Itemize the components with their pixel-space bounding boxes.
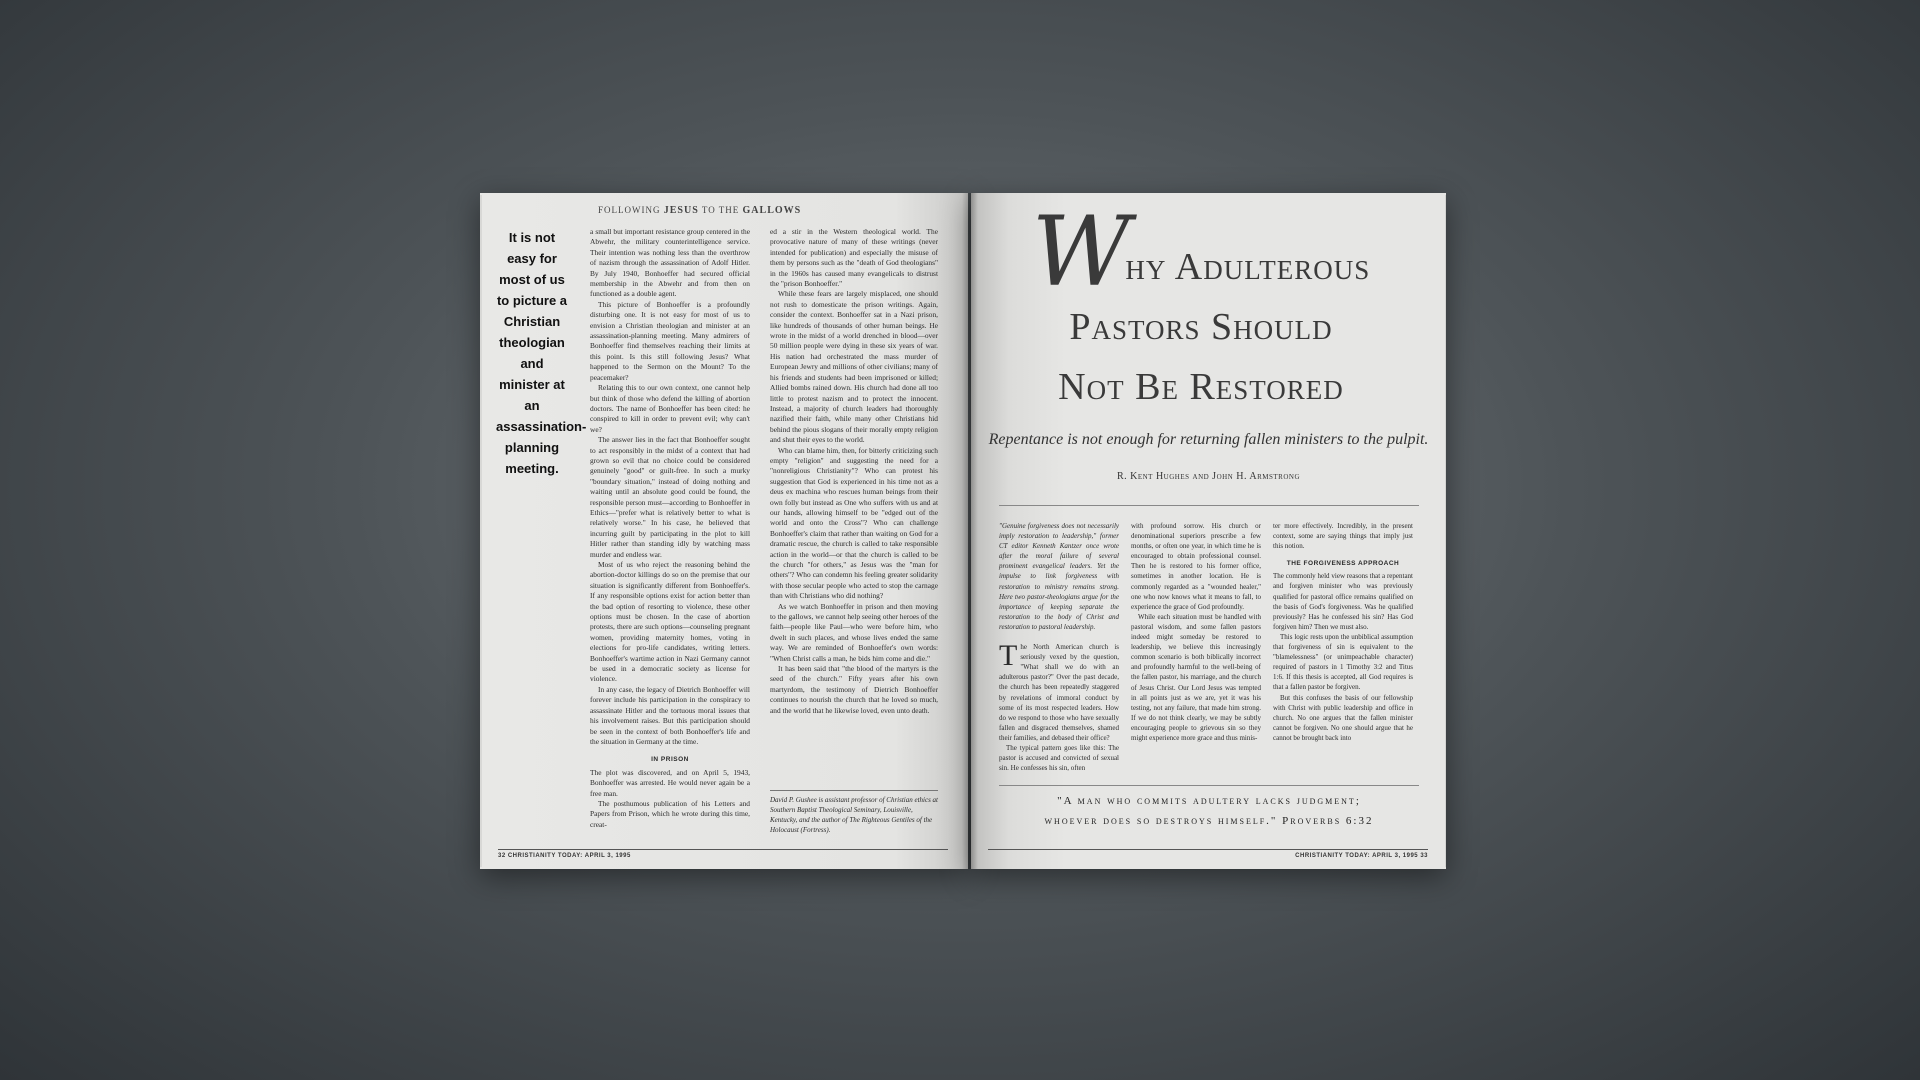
article-title bbox=[981, 196, 1421, 417]
running-head-gallows: GALLOWS bbox=[742, 205, 802, 216]
paragraph: While each situation must be handled with pastoral wisdom, and some fallen pastors indeed might someday be restored to leadership, we believe this increasingly common scenario is both biblically incorrect and profoundly harmful to the well-being of the fallen pastor, his marriage, and the church of Jesus Christ. Our Lord Jesus was tempted in all points just as we are, yet it was his testing, not any failure, that made him strong. If we do not think clearly, we may be subtly encouraging people to grievous sin so they might experience more grace and thus minis- bbox=[1131, 612, 1261, 742]
title-line-1-text: hy Adulterous bbox=[1125, 246, 1371, 288]
paragraph: with profound sorrow. His church or denominational superiors prescribe a few months, or often one year, in which time he is encouraged to obtain professional counsel. Then he is restored to his former office, sometimes in another location. He is commonly regarded as a "wounded healer," one who now knows what it means to fall, to experience the grace of God profoundly. bbox=[1131, 522, 1261, 611]
divider-rule bbox=[999, 505, 1419, 506]
paragraph: It has been said that "the blood of the martyrs is the seed of the church." Fifty years after his own martyrdom, the testimony of Dietrich Bonhoeffer continues to nourish the church that he loved so much, and the world that he likewise loved, even unto death. bbox=[770, 664, 938, 715]
paragraph: While these fears are largely misplaced, one should not rush to domesticate the prison writings. Again, consider the context. Bonhoeffer sat in a Nazi prison, like hundreds of thousands of other human beings. He wrote in the midst of a world drenched in blood—over 50 million people were dying in these six years of war. His nation had orchestrated the mass murder of European Jewry and millions of other civilians; many of his friends and students had been imprisoned or killed; Allied bombs rained down. His church had done all too little to protest nazism and to protect the innocent. Instead, a majority of church leaders had thoroughly nazified their faith, while many other Christians hid behind the pious slogans of their morally empty religion and shut their eyes to the world. bbox=[770, 289, 938, 445]
pull-quote: It is not easy for most of us to picture a Christian theologian and minister at an assassination-planning meeting. bbox=[496, 230, 587, 476]
paragraph: Relating this to our own context, one cannot help but think of those who defend the killing of abortion doctors. The name of Bonhoeffer has been cited: he conspired to kill in order to prevent evil; why can't we? bbox=[590, 383, 750, 434]
running-head-following: FOLLOWING bbox=[598, 205, 661, 215]
right-folio: CHRISTIANITY TODAY: APRIL 3, 1995 33 bbox=[988, 849, 1428, 859]
divider-rule bbox=[999, 785, 1419, 786]
left-column-1 bbox=[590, 227, 750, 830]
paragraph: In any case, the legacy of Dietrich Bonhoeffer will forever include his participation in the conspiracy to assassinate Hitler and the tortuous moral issues that his involvement raises. But this participation should be seen in the context of both Bonhoeffer's life and the situation in Germany at the time. bbox=[590, 684, 750, 746]
title-line-2: Pastors Should bbox=[1069, 306, 1333, 348]
right-column-3 bbox=[1273, 521, 1413, 743]
editorial-lead: "Genuine forgiveness does not necessarily imply restoration to leadership," former CT editor Kenneth Kantzer once wrote after the moral failure of several prominent evangelical leaders. Yet the impulse to link forgiveness with restoration to ministry remains strong. Here two pastor-theologians argue for the importance of keeping separate the restoration to the body of Christ and restoration to pastoral leadership. bbox=[999, 522, 1119, 631]
magazine-spread bbox=[480, 193, 1446, 869]
running-head bbox=[598, 205, 801, 216]
scripture-line-2: whoever does so destroys himself." Proverbs 6:32 bbox=[1044, 815, 1374, 827]
article-deck: Repentance is not enough for returning fallen ministers to the pulpit. bbox=[988, 431, 1429, 448]
paragraph: This logic rests upon the unbiblical assumption that forgiveness of sin is equivalent to the "blamelessness" (or unimpeachable character) required of pastors in 1 Timothy 3:2 and Titus 1:6. If this thesis is accepted, all God requires is that a fallen pastor be forgiven. bbox=[1273, 632, 1413, 692]
bio-rule bbox=[770, 790, 938, 791]
paragraph: Most of us who reject the reasoning behind the abortion-doctor killings do so on the premise that our situation is significantly different from Bonhoeffer's. If any responsible options exist for action better than the bad option of resorting to violence, these other options must be chosen. In the case of abortion protests, there are such options—counseling pregnant women, providing maternity homes, voting in elections for pro-life candidates, writing letters. Bonhoeffer's wartime action in Nazi Germany cannot be used in a democratic society as license for violence. bbox=[590, 560, 750, 684]
running-head-jesus: JESUS bbox=[663, 205, 699, 216]
left-column-2 bbox=[770, 227, 938, 716]
right-column-1 bbox=[999, 521, 1119, 773]
drop-cap: T bbox=[999, 639, 1018, 673]
paragraph-text: he North American church is seriously vexed by the question, "What shall we do with an adulterous pastor?" Over the past decade, the church has been repeatedly staggered by revelations of immoral conduct by some of its most respected leaders. How do we respond to those who have sexually fallen and disgraced themselves, shamed their families, and debased their office? bbox=[999, 643, 1119, 742]
paragraph bbox=[999, 639, 1119, 743]
spine-shadow bbox=[962, 193, 978, 869]
subhead-forgiveness-approach: THE FORGIVENESS APPROACH bbox=[1286, 560, 1400, 568]
paragraph: But this confuses the basis of our fellowship with Christ with public leadership and office in church. No one argues that the fallen minister cannot be forgiven. No one should argue that he cannot be brought back into bbox=[1273, 693, 1413, 742]
paragraph: As we watch Bonhoeffer in prison and then moving to the gallows, we cannot help seeing other heroes of the faith—people like Paul—who were before him, who dwelt in such places, and whose lives ended the same way. We are reminded of Bonhoeffer's own words: "When Christ calls a man, he bids him come and die." bbox=[770, 601, 938, 663]
author-bio: David P. Gushee is assistant professor of Christian ethics at Southern Baptist Theological Seminary, Louisville, Kentucky, and the author of The Righteous Gentiles of the Holocaust (Fortress). bbox=[770, 796, 939, 834]
paragraph: Who can blame him, then, for bitterly criticizing such empty "religion" and suggesting the need for a "nonreligious Christianity"? Who can protest his suggestion that God is experienced in his time not as a deus ex machina who rescues human beings from their own folly but instead as One who suffers with us and at our hands, allowing himself to be "edged out of the world and onto the Cross"? Who can challenge Bonhoeffer's claim that rather than waiting on God for a dramatic rescue, the church is called to take responsible action in the world—or that the church is called to be the church "for others," as Jesus was the "man for others"? Who can condemn his feeling greater solidarity with those secular people who acted to stop the carnage than with Christians who did nothing? bbox=[770, 445, 938, 601]
left-folio: 32 CHRISTIANITY TODAY: APRIL 3, 1995 bbox=[498, 849, 948, 859]
scripture-line-1: "A man who commits adultery lacks judgment; bbox=[1057, 795, 1361, 807]
left-page-edge bbox=[480, 195, 482, 867]
paragraph: The commonly held view reasons that a repentant and forgiven minister who was previously qualified for pastoral office remains qualified on the basis of God's forgiveness. Was he qualified previously? Has he confessed his sin? Has God forgiven him? Then we must also. bbox=[1273, 572, 1413, 631]
right-page-edge bbox=[1445, 195, 1446, 867]
paragraph: This picture of Bonhoeffer is a profoundly disturbing one. It is not easy for most of us to envision a Christian theologian and minister at an assassination-planning meeting. Many admirers of Bonhoeffer find themselves reaching their limits at this point. Is this still following Jesus? What happened to the Sermon on the Mount? To the peacemaker? bbox=[590, 299, 750, 382]
right-column-2 bbox=[1131, 521, 1261, 743]
paragraph: ter more effectively. Incredibly, in the present context, some are saying things that imply just this notion. bbox=[1273, 522, 1413, 551]
running-head-to-the: TO THE bbox=[701, 205, 740, 215]
title-initial: W bbox=[1031, 196, 1132, 308]
byline: R. Kent Hughes and John H. Armstrong bbox=[1116, 471, 1301, 482]
paragraph: The plot was discovered, and on April 5, 1943, Bonhoeffer was arrested. He would never again be a free man. bbox=[590, 767, 750, 798]
paragraph: a small but important resistance group centered in the Abwehr, the military counterintelligence service. Their intention was nothing less than the overthrow of nazism through the assassination of Adolf Hitler. By July 1940, Bonhoeffer had secured official membership in the Abwehr and from then on functioned as a double agent. bbox=[590, 227, 750, 299]
title-line-3: Not Be Restored bbox=[1058, 366, 1344, 408]
title-line-1 bbox=[981, 196, 1421, 308]
paragraph: The answer lies in the fact that Bonhoeffer sought to act responsibly in the midst of a context that had grown so evil that no choice could be considered genuinely "good" or guilt-free. In such a murky "boundary situation," instead of doing nothing and waiting until an absolute good could be found, the responsible person must—according to Bonhoeffer in Ethics—"prefer what is relatively better to what is relatively worse." In his case, he believed that incurring guilt by participating in the plot to kill Hitler rather than standing idly by watching mass murder and endless war. bbox=[590, 435, 750, 559]
paragraph: The posthumous publication of his Letters and Papers from Prison, which he wrote during this time, creat- bbox=[590, 798, 750, 829]
subhead-in-prison: IN PRISON bbox=[651, 756, 689, 764]
paragraph: ed a stir in the Western theological world. The provocative nature of many of these writings (never intended for publication) and especially the misuse of them by persons such as the "death of God theologians" in the 1960s has caused many evangelicals to distrust the "prison Bonhoeffer." bbox=[770, 227, 938, 289]
scripture-quote bbox=[999, 791, 1419, 831]
paragraph: The typical pattern goes like this: The pastor is accused and convicted of sexual sin. He confesses his sin, often bbox=[999, 743, 1119, 773]
left-page bbox=[480, 193, 968, 869]
right-page bbox=[971, 193, 1446, 869]
